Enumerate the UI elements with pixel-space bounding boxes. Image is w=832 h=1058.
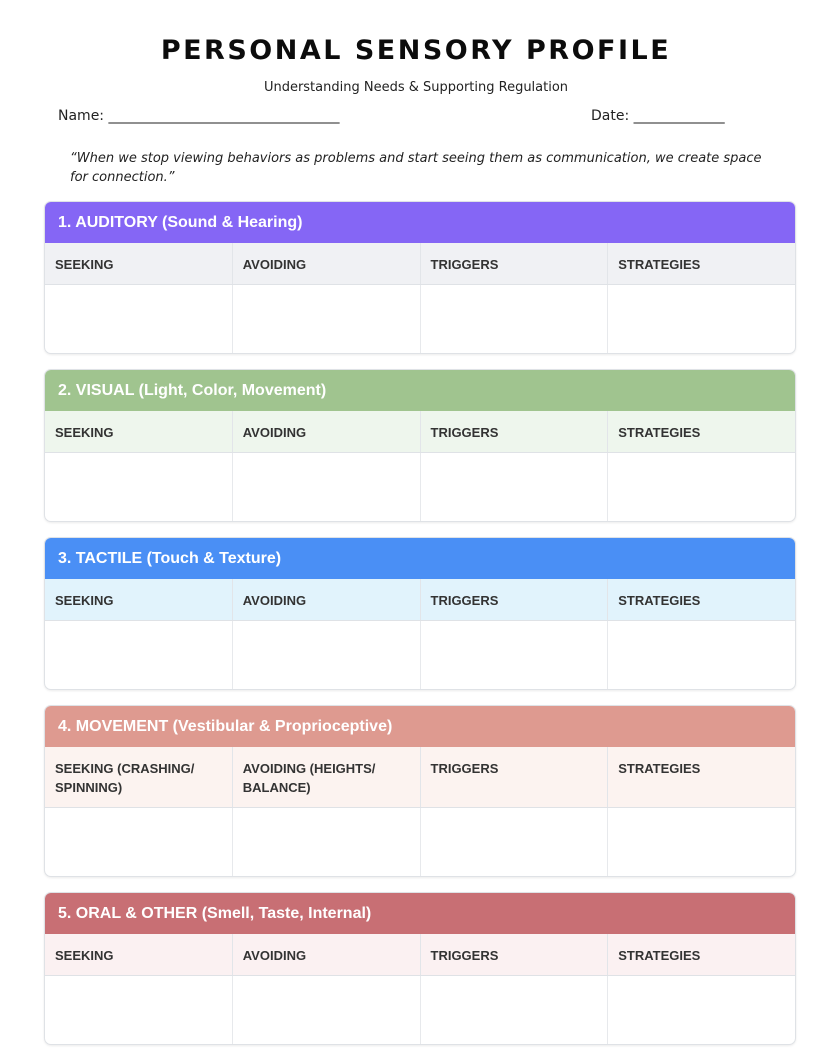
column-triggers: TRIGGERS — [421, 934, 609, 975]
column-seeking: SEEKING — [45, 243, 233, 284]
column-strategies: STRATEGIES — [618, 257, 701, 272]
section-header-movement: 4. MOVEMENT (Vestibular & Proprioceptive) — [45, 706, 795, 747]
date-field[interactable]: Date: _____________ — [591, 108, 725, 124]
cell-avoiding[interactable] — [233, 976, 421, 1044]
section-header-auditory: 1. AUDITORY (Sound & Hearing) — [45, 202, 795, 243]
quote: “When we stop viewing behaviors as problems and start seeing them as communication, we create space for connection.” — [70, 151, 762, 185]
entry-row — [45, 808, 795, 876]
column-header-row — [45, 934, 795, 976]
entry-row — [45, 285, 795, 353]
cell-avoiding[interactable] — [233, 453, 421, 521]
section-auditory — [44, 201, 796, 354]
section-header-oral-other: 5. ORAL & OTHER (Smell, Taste, Internal) — [45, 893, 795, 934]
column-triggers: TRIGGERS — [421, 243, 609, 284]
page-title: PERSONAL SENSORY PROFILE — [160, 35, 672, 66]
cell-avoiding[interactable] — [233, 808, 421, 876]
column-header-row — [45, 411, 795, 453]
cell-triggers[interactable] — [421, 621, 609, 689]
cell-seeking[interactable] — [45, 285, 233, 353]
cell-strategies[interactable] — [608, 285, 795, 353]
column-avoiding: AVOIDING — [233, 411, 421, 452]
cell-strategies[interactable] — [608, 976, 795, 1044]
column-strategies: STRATEGIES — [618, 425, 701, 440]
cell-strategies[interactable] — [608, 808, 795, 876]
cell-seeking[interactable] — [45, 621, 233, 689]
section-movement — [44, 705, 796, 877]
column-strategies: STRATEGIES — [618, 593, 701, 608]
column-avoiding: AVOIDING — [233, 934, 421, 975]
column-header-row — [45, 243, 795, 285]
column-triggers: TRIGGERS — [421, 579, 609, 620]
section-oral-other — [44, 892, 796, 1045]
cell-seeking[interactable] — [45, 453, 233, 521]
cell-triggers[interactable] — [421, 976, 609, 1044]
column-triggers: TRIGGERS — [421, 411, 609, 452]
column-header-row — [45, 747, 795, 808]
column-strategies: STRATEGIES — [618, 948, 701, 963]
column-avoiding: AVOIDING — [233, 243, 421, 284]
entry-row — [45, 621, 795, 689]
section-header-tactile: 3. TACTILE (Touch & Texture) — [45, 538, 795, 579]
entry-row — [45, 453, 795, 521]
column-header-row — [45, 579, 795, 621]
column-seeking: SEEKING (CRASHING/ SPINNING) — [45, 747, 233, 807]
cell-triggers[interactable] — [421, 285, 609, 353]
column-strategies: STRATEGIES — [618, 761, 701, 776]
column-seeking: SEEKING — [45, 579, 233, 620]
column-avoiding: AVOIDING (HEIGHTS/ BALANCE) — [233, 747, 421, 807]
cell-strategies[interactable] — [608, 621, 795, 689]
page-subtitle: Understanding Needs & Supporting Regulation — [263, 80, 569, 95]
cell-avoiding[interactable] — [233, 621, 421, 689]
cell-avoiding[interactable] — [233, 285, 421, 353]
cell-strategies[interactable] — [608, 453, 795, 521]
column-avoiding: AVOIDING — [233, 579, 421, 620]
entry-row — [45, 976, 795, 1044]
cell-seeking[interactable] — [45, 808, 233, 876]
cell-triggers[interactable] — [421, 808, 609, 876]
section-visual — [44, 369, 796, 522]
column-seeking: SEEKING — [45, 934, 233, 975]
cell-seeking[interactable] — [45, 976, 233, 1044]
section-header-visual: 2. VISUAL (Light, Color, Movement) — [45, 370, 795, 411]
cell-triggers[interactable] — [421, 453, 609, 521]
name-field[interactable]: Name: _________________________________ — [58, 108, 340, 124]
column-seeking: SEEKING — [45, 411, 233, 452]
column-triggers: TRIGGERS — [421, 747, 609, 807]
section-tactile — [44, 537, 796, 690]
